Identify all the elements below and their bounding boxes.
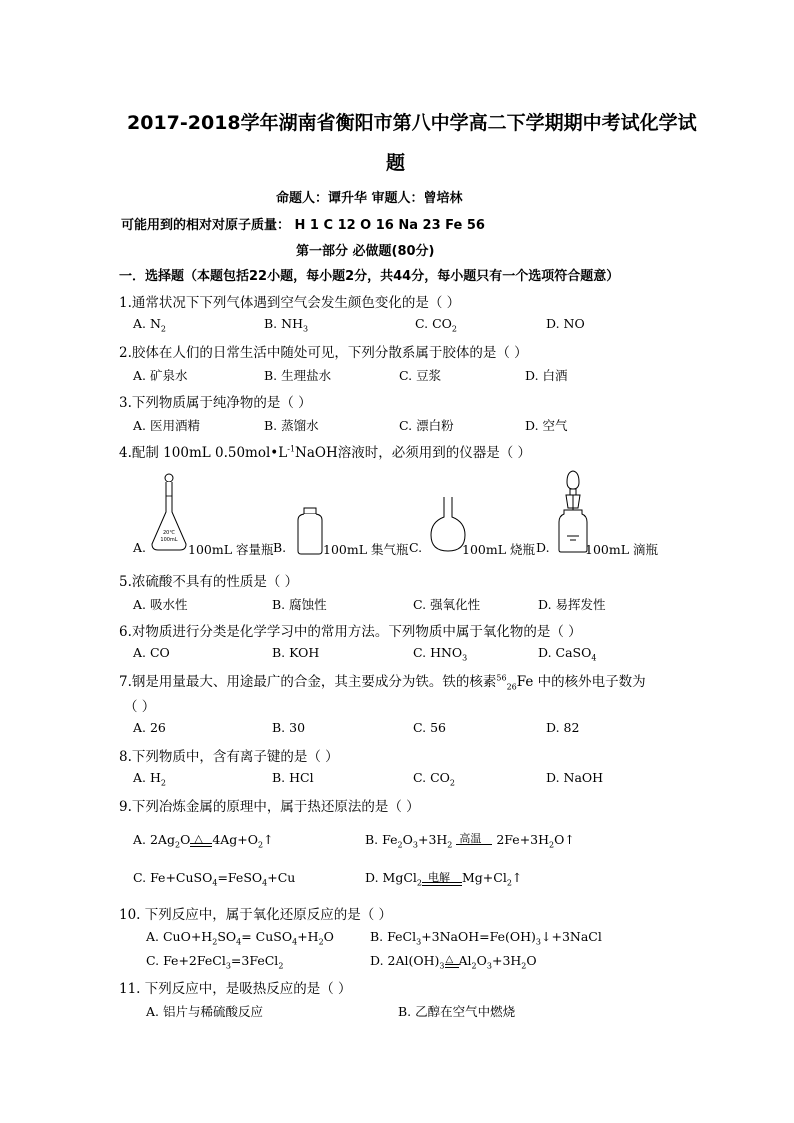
q5-option-b[interactable]: B. 腐蚀性 — [272, 597, 327, 612]
question-3-stem: 3.下列物质属于纯净物的是（ ） — [119, 395, 312, 411]
q2-option-a[interactable]: A. 矿泉水 — [133, 368, 188, 383]
q8-option-b[interactable]: B. HCl — [272, 770, 314, 785]
q3-option-c[interactable]: C. 漂白粉 — [399, 418, 454, 433]
q3-option-d[interactable]: D. 空气 — [525, 418, 568, 433]
question-8-stem: 8.下列物质中，含有离子键的是（ ） — [119, 749, 339, 765]
q5-option-c[interactable]: C. 强氧化性 — [413, 597, 481, 612]
question-4-stem: 4.配制 100mL $0.50mol•L^{-1}NaOH$溶液时，必须用到的仪器是（ ） — [119, 444, 532, 461]
q2-option-b[interactable]: B. 生理盐水 — [264, 368, 332, 383]
question-7-blank: （ ） — [124, 699, 156, 715]
question-10-stem: 10. 下列反应中，属于氧化还原反应的是（ ） — [119, 907, 393, 923]
question-6-stem: 6.对物质进行分类是化学学习中的常用方法。下列物质中属于氧化物的是（ ） — [119, 624, 582, 640]
question-7-stem: 7.钢是用量最大、用途最广的合金，其主要成分为铁。铁的核素$^{56}_{26}$Fe 中的核外电子数为 — [119, 673, 646, 692]
q10-option-a[interactable]: A. $CuO+H_2SO_4=$ $CuSO_4+H_2O$ — [146, 929, 334, 947]
atomic-masses: 可能用到的相对对原子质量： H 1 C 12 O 16 Na 23 Fe 56 — [121, 218, 485, 233]
flask-mark-volume: 100mL — [160, 537, 178, 543]
section-heading: 一．选择题（本题包括22小题，每小题2分，共44分，每小题只有一个选项符合题意） — [119, 269, 620, 284]
q3-option-a[interactable]: A. 医用酒精 — [133, 418, 200, 433]
q2-option-d[interactable]: D. 白酒 — [525, 368, 568, 383]
q4-option-c-label[interactable]: 100mL 烧瓶 — [462, 542, 535, 557]
q9-option-c[interactable]: C. Fe+CuSO$_4$=FeSO$_4$+Cu — [133, 870, 296, 888]
q8-option-c[interactable]: C. $CO_2$ — [413, 770, 455, 788]
q9-option-b[interactable]: B. $Fe_2O_3+3H_2$ 高温 $2Fe+3H_2O↑$ — [365, 832, 575, 850]
q7-option-c[interactable]: C. 56 — [413, 720, 446, 735]
page-title: 2017-2018学年湖南省衡阳市第八中学高二下学期期中考试化学试 — [127, 112, 697, 134]
q9-option-a[interactable]: A. $2Ag_2O$ △ $4Ag+O_2↑$ — [133, 832, 274, 850]
gas-jar-icon — [295, 507, 325, 555]
part-heading: 第一部分 必做题(80分) — [296, 244, 435, 259]
q7-option-d[interactable]: D. 82 — [546, 720, 580, 735]
q4-option-b-letter[interactable]: B. — [273, 540, 287, 555]
q4-option-a-letter[interactable]: A. — [133, 540, 147, 555]
q2-option-c[interactable]: C. 豆浆 — [399, 368, 442, 383]
q10-option-d[interactable]: D. $2Al(OH)_3$ △ $Al_2O_3+3H_2O$ — [370, 953, 537, 971]
q4-option-d-label[interactable]: 100mL 滴瓶 — [585, 542, 658, 557]
flask-mark-temp: 20℃ — [163, 530, 175, 536]
q10-option-c[interactable]: C. Fe+2FeCl$_3$=3FeCl$_2$ — [146, 953, 284, 971]
q8-option-a[interactable]: A. $H_2$ — [133, 770, 166, 788]
page-title-continued: 题 — [386, 152, 406, 174]
q1-option-b[interactable]: B. $NH_3$ — [264, 316, 309, 334]
volumetric-flask-icon — [148, 472, 190, 554]
question-1-stem: 1.通常状况下下列气体遇到空气会发生颜色变化的是（ ） — [119, 295, 461, 311]
q1-option-a[interactable]: A. $N_2$ — [133, 316, 167, 334]
q7-option-b[interactable]: B. 30 — [272, 720, 306, 735]
question-9-stem: 9.下列冶炼金属的原理中，属于热还原法的是（ ） — [119, 799, 420, 815]
q3-option-b[interactable]: B. 蒸馏水 — [264, 418, 319, 433]
q9-option-d[interactable]: D. MgCl$_2$ 电解 $Mg+Cl_2↑$ — [365, 870, 523, 888]
q6-option-c[interactable]: C. $HNO_3$ — [413, 645, 468, 663]
authors: 命题人：谭升华 审题人：曾培林 — [276, 191, 463, 206]
q7-option-a[interactable]: A. 26 — [133, 720, 166, 735]
q11-option-a[interactable]: A. 铝片与稀硫酸反应 — [146, 1004, 263, 1019]
q4-option-b-label[interactable]: 100mL 集气瓶 — [323, 542, 409, 557]
q11-option-b[interactable]: B. 乙醇在空气中燃烧 — [398, 1004, 516, 1019]
question-2-stem: 2.胶体在人们的日常生活中随处可见，下列分散系属于胶体的是（ ） — [119, 345, 528, 361]
q4-option-d-letter[interactable]: D. — [536, 540, 550, 555]
q1-option-d[interactable]: D. NO — [546, 316, 585, 331]
q5-option-d[interactable]: D. 易挥发性 — [538, 597, 606, 612]
q6-option-d[interactable]: D. CaSO$_4$ — [538, 645, 597, 663]
q5-option-a[interactable]: A. 吸水性 — [133, 597, 188, 612]
question-11-stem: 11. 下列反应中，是吸热反应的是（ ） — [119, 981, 352, 997]
q10-option-b[interactable]: B. $FeCl_3+3NaOH=Fe(OH)_3↓+3NaCl$ — [370, 929, 602, 947]
q6-option-b[interactable]: B. KOH — [272, 645, 320, 660]
q4-option-a-label[interactable]: 100mL 容量瓶 — [188, 542, 274, 557]
question-5-stem: 5.浓硫酸不具有的性质是（ ） — [119, 574, 299, 590]
q8-option-d[interactable]: D. NaOH — [546, 770, 604, 785]
q1-option-c[interactable]: C. $CO_2$ — [415, 316, 457, 334]
q6-option-a[interactable]: A. CO — [133, 645, 170, 660]
q4-option-c-letter[interactable]: C. — [409, 540, 423, 555]
